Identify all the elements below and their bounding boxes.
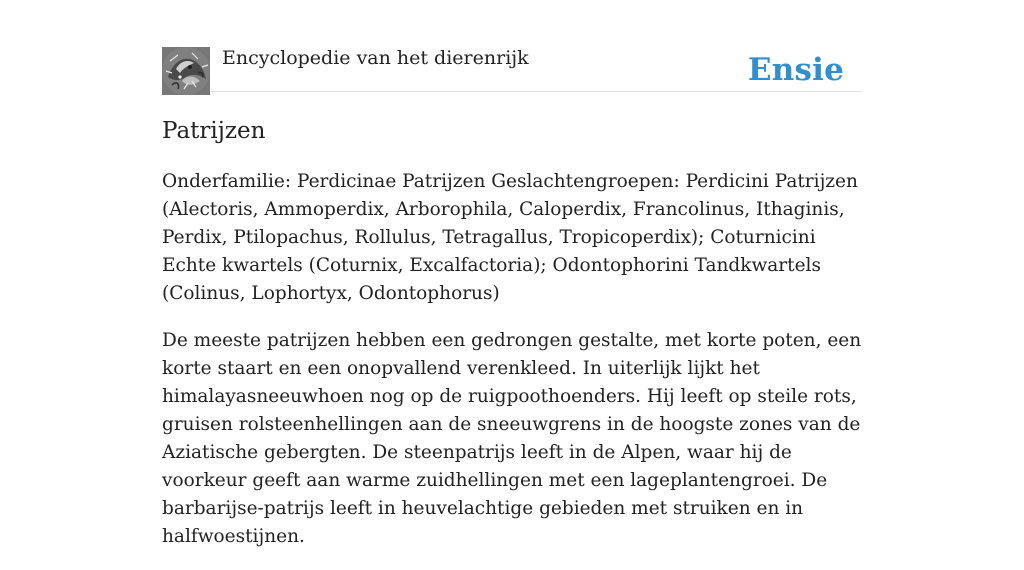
page-title: Patrijzen [162, 118, 266, 144]
book-title[interactable]: Encyclopedie van het dierenrijk [222, 47, 529, 69]
article-paragraph: De meeste patrijzen hebben een gedrongen gestalte, met korte poten, een korte staart en een onopvallend verenkleed. In uiterlijk lijkt het himalayasneeuwhoen nog op de ruigpoothoenders. Hij leeft op steile rots, gruisen rolsteenhellingen aan de sneeuwgrens in de hoogste zones van de Aziatische gebergten. De steenpatrijs leeft in de Alpen, waar hij de voorkeur geeft aan warme zuidhellingen met een lageplantengroei. De barbarijse-patrijs leeft in heuvelachtige gebieden met struiken en in halfwoestijnen. [162, 330, 862, 547]
avatar-image [162, 47, 210, 95]
article-paragraph: Onderfamilie: Perdicinae Patrijzen Geslachtengroepen: Perdicini Patrijzen (Alectoris, Ammoperdix, Arborophila, Caloperdix, Francolinus, Ithaginis, Perdix, Ptilopachus, Rollulus, Tetragallus, Tropicoperdix); Coturnicini Echte kwartels (Coturnix, Excalfactoria); Odontophorini Tandkwartels (Colinus, Lophortyx, Odontophorus) [162, 171, 858, 304]
ensie-logo[interactable]: Ensie [747, 52, 844, 88]
site-header [162, 0, 862, 92]
animal-engraving-avatar-icon[interactable] [162, 47, 210, 95]
page-container [162, 0, 862, 547]
article-body [162, 168, 862, 570]
